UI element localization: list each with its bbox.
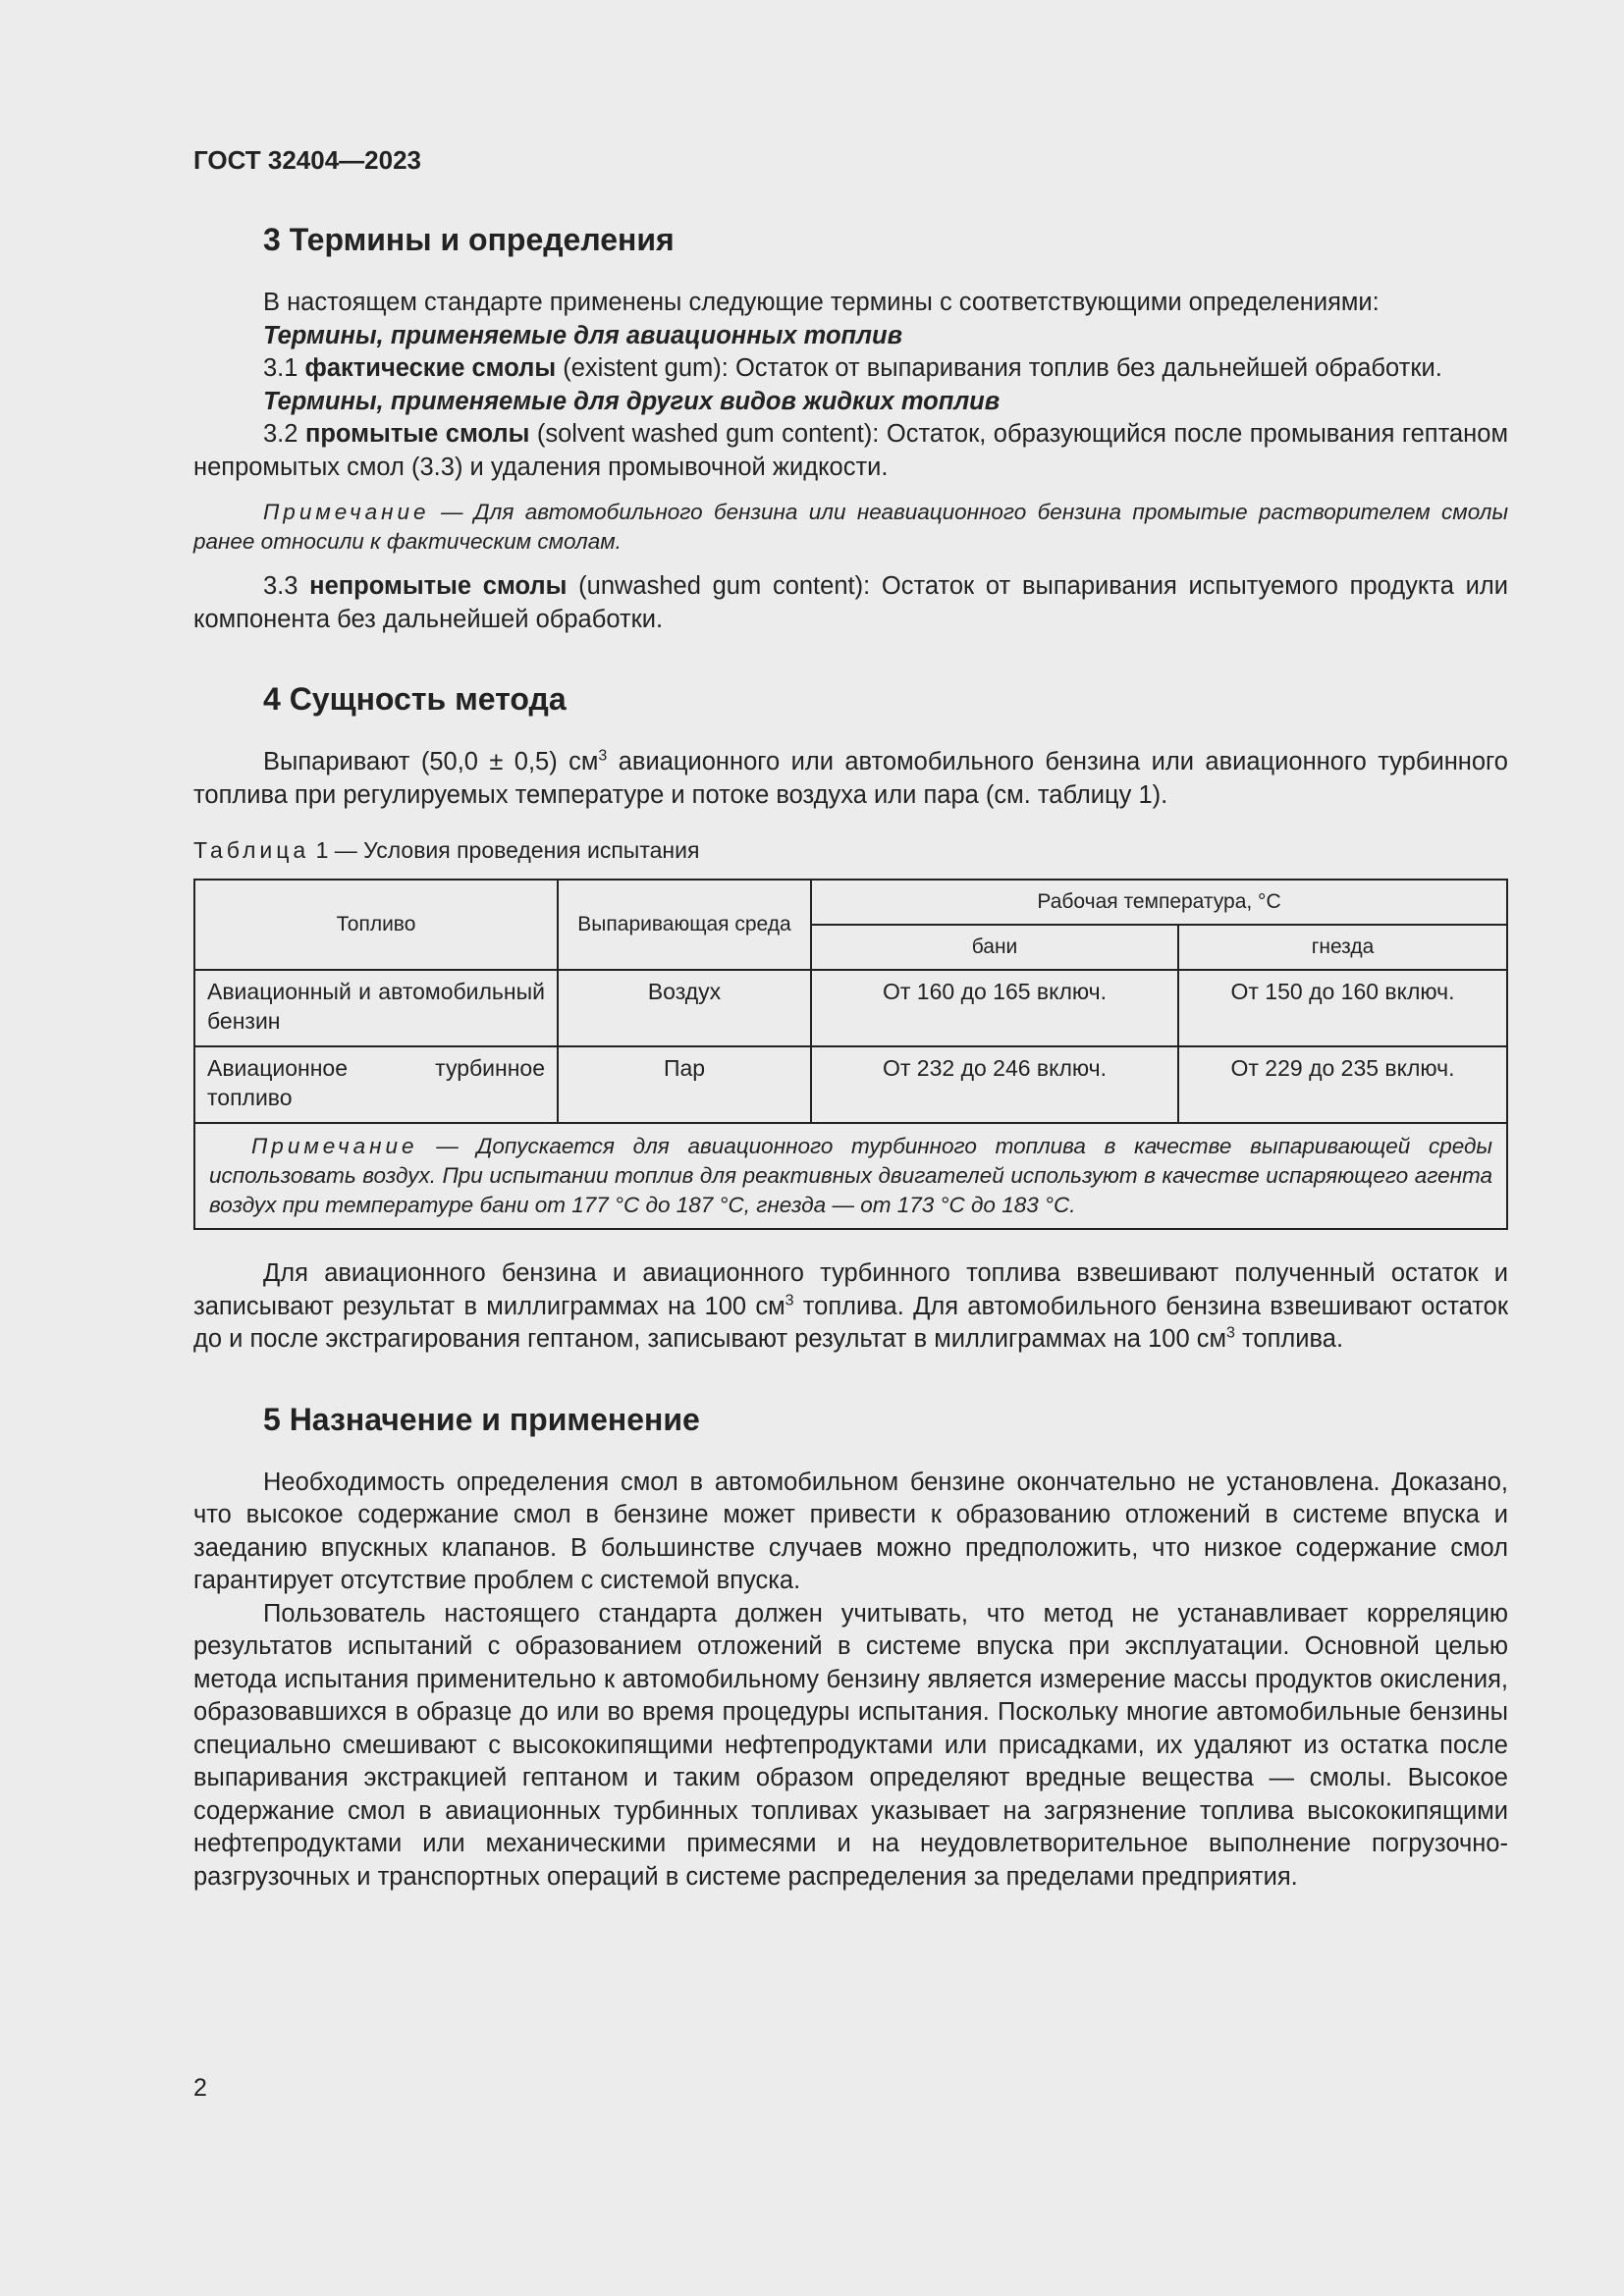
term-3-1 xyxy=(193,352,1508,386)
cell-bath: От 232 до 246 включ. xyxy=(811,1046,1178,1123)
superscript: 3 xyxy=(1226,1324,1235,1342)
cell-bath: От 160 до 165 включ. xyxy=(811,970,1178,1046)
section-3-intro: В настоящем стандарте применены следующие термины с соответствующими определениями: xyxy=(263,289,1380,316)
term-definition: (solvent washed gum content): Остаток, образующийся после промывания гептаном непромытых смол (3.3) и удаления промывочной жидкости. xyxy=(193,420,1508,481)
cell-medium: Пар xyxy=(558,1046,811,1123)
table-note xyxy=(194,1123,1507,1229)
table-row xyxy=(194,1046,1507,1123)
section-3-title: 3 Термины и определения xyxy=(263,222,675,257)
table-caption xyxy=(193,835,1508,865)
header-temperature: Рабочая температура, °С xyxy=(811,880,1507,925)
section-4-paragraph-1 xyxy=(193,746,1508,812)
note-text: — Допускается для авиационного турбинного топлива в качестве выпаривающей среды использовать воздух. При испытании топлив для реактивных двигателей используют в качестве испаряющего агента воздух при температуре бани от 177 °С до 187 °С, гнезда — от 173 °С до 183 °С. xyxy=(209,1134,1492,1217)
section-5-title: 5 Назначение и применение xyxy=(263,1401,700,1437)
text-run: Выпаривают (50,0 ± 0,5) см xyxy=(263,748,599,775)
superscript: 3 xyxy=(598,747,608,765)
cell-fuel: Авиационное турбинное топливо xyxy=(194,1046,558,1123)
term-3-2 xyxy=(193,418,1508,484)
term-name: промытые смолы xyxy=(304,420,530,448)
header-bath: бани xyxy=(811,925,1178,970)
term-definition: (unwashed gum content): Остаток от выпаривания испытуемого продукта или компонента без дальнейшей обработки. xyxy=(193,572,1508,633)
header-fuel: Топливо xyxy=(194,880,558,970)
content xyxy=(193,220,1508,1894)
header-medium: Выпаривающая среда xyxy=(558,880,811,970)
note-label: Примечание xyxy=(251,1134,418,1158)
term-3-3 xyxy=(193,570,1508,636)
term-name: непромытые смолы xyxy=(309,572,568,600)
term-name: фактические смолы xyxy=(304,354,557,382)
page-number: 2 xyxy=(193,2074,207,2102)
cell-fuel: Авиационный и автомобильный бензин xyxy=(194,970,558,1046)
table-caption-text: 1 — Условия проведения испытания xyxy=(309,837,700,863)
section-4-paragraph-2 xyxy=(193,1257,1508,1357)
test-conditions-table xyxy=(193,879,1508,1230)
cell-medium: Воздух xyxy=(558,970,811,1046)
text-run: топлива. Для автомобильного бензина взвешивают остаток до и после экстрагирования гептаном, записывают результат в миллиграммах на 100 см xyxy=(193,1292,1508,1353)
subheading-aviation: Термины, применяемые для авиационных топлив xyxy=(263,321,902,349)
document-id: ГОСТ 32404—2023 xyxy=(193,145,421,175)
subheading-other-fuels: Термины, применяемые для других видов жидких топлив xyxy=(263,387,1001,415)
term-definition: (existent gum): Остаток от выпаривания топлив без дальнейшей обработки. xyxy=(556,354,1442,382)
term-number: 3.2 xyxy=(263,420,305,448)
term-number: 3.1 xyxy=(263,354,305,382)
note-3-2 xyxy=(193,498,1508,557)
table-row xyxy=(194,970,1507,1046)
section-5-paragraph-1: Необходимость определения смол в автомобильном бензине окончательно не установлена. Доказано, что высокое содержание смол в бензине может привести к образованию отложений в системе впуска и заеданию впускных клапанов. В большинстве случаев можно предположить, что низкое содержание смол гарантирует отсутствие проблем с системой впуска. xyxy=(193,1468,1508,1594)
cell-nest: От 229 до 235 включ. xyxy=(1178,1046,1507,1123)
table-caption-label: Таблица xyxy=(193,837,310,863)
note-text: — Для автомобильного бензина или неавиационного бензина промытые растворителем смолы ранее относили к фактическим смолам. xyxy=(193,500,1508,554)
term-number: 3.3 xyxy=(263,572,310,600)
text-run: авиационного или автомобильного бензина или авиационного турбинного топлива при регулируемых температуре и потоке воздуха или пара (см. таблицу 1). xyxy=(193,748,1508,809)
note-label: Примечание xyxy=(263,500,430,524)
text-run: Для авиационного бензина и авиационного турбинного топлива взвешивают полученный остаток и записывают результат в миллиграммах на 100 см xyxy=(193,1259,1508,1320)
header-nest: гнезда xyxy=(1178,925,1507,970)
text-run: топлива. xyxy=(1234,1325,1344,1353)
superscript: 3 xyxy=(785,1292,794,1308)
section-5-paragraph-2: Пользователь настоящего стандарта должен учитывать, что метод не устанавливает корреляцию результатов испытаний с образованием отложений в системе впуска при эксплуатации. Основной целью метода испытания применительно к автомобильному бензину является измерение массы продуктов окисления, образовавшихся в образце до или во время процедуры испытания. Поскольку многие автомобильные бензины специально смешивают с высококипящими нефтепродуктами или присадками, их удаляют из остатка после выпаривания экстракцией гептаном и таким образом определяют вредные вещества — смолы. Высокое содержание смол в авиационных турбинных топливах указывает на загрязнение топлива высококипящими нефтепродуктами или механическими примесями и на неудовлетворительное выполнение погрузочно-разгрузочных и транспортных операций в системе распределения за пределами предприятия. xyxy=(193,1599,1508,1891)
cell-nest: От 150 до 160 включ. xyxy=(1178,970,1507,1046)
section-4-title: 4 Сущность метода xyxy=(263,681,567,717)
